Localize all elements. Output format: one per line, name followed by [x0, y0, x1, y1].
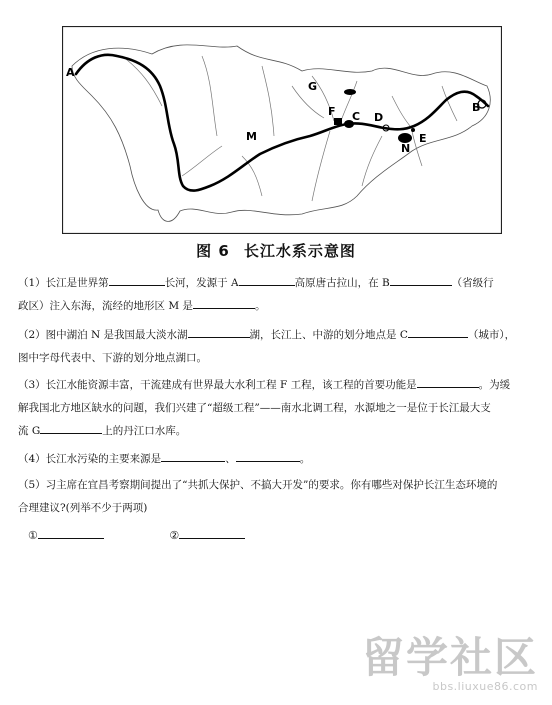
q2-blank-city[interactable] [408, 325, 468, 338]
answer-2-marker: ② [169, 529, 180, 542]
question-1 [18, 272, 538, 318]
q1-text-2: 长河，发源于 A [164, 277, 239, 289]
q1-text-5: 政区）注入东海，流经的地形区 M 是 [18, 300, 193, 312]
answer-1-marker: ① [28, 529, 38, 542]
label-e: E [419, 132, 427, 145]
q1-text-4: （省级行 [451, 277, 494, 289]
figure-caption [0, 240, 552, 261]
marker-e [411, 128, 415, 132]
q4-text-3: 。 [299, 453, 311, 465]
question-3 [18, 374, 538, 443]
q1-blank-rank[interactable] [109, 273, 165, 286]
map-svg [62, 26, 502, 234]
q2-blank-lake[interactable] [188, 325, 250, 338]
label-d: D [374, 111, 384, 124]
q1-text-3: 高原唐古拉山，在 B [294, 277, 390, 289]
q5-text-1: （5）习主席在宜昌考察期间提出了“共抓大保护、不搞大开发”的要求。你有哪些对保护长江生态环境的 [18, 479, 498, 491]
marker-f-dam [334, 118, 342, 125]
label-a: A [66, 66, 75, 79]
label-b: B [472, 101, 481, 114]
q3-text-4: 流 G [18, 425, 41, 437]
yangtze-river-map [62, 26, 502, 234]
q1-text-6: 。 [254, 300, 266, 312]
watermark [361, 633, 538, 693]
answer-2 [169, 526, 245, 542]
label-m: M [246, 130, 257, 143]
q3-text-1: （3）长江水能资源丰富，干流建成有世界最大水利工程 F 工程，该工程的首要功能是 [18, 379, 417, 391]
answer-1 [28, 526, 104, 542]
q4-blank-source-2[interactable] [236, 449, 300, 462]
label-g: G [308, 80, 318, 93]
q1-blank-province[interactable] [390, 273, 452, 286]
label-c: C [352, 110, 361, 123]
label-f: F [328, 105, 336, 118]
answer-row [28, 526, 307, 542]
q4-text-1: （4）长江水污染的主要来源是 [18, 453, 162, 465]
q3-text-2: 。为缓 [478, 379, 511, 391]
marker-g [344, 89, 356, 95]
q1-text-1: （1）长江是世界第 [18, 277, 109, 289]
q3-text-3: 解我国北方地区缺水的问题，我们兴建了“超级工程”——南水北调工程，水源地之一是位于长江最大支 [18, 402, 491, 414]
question-5 [18, 474, 538, 520]
figure-number: 图 6 [196, 242, 230, 260]
question-4 [18, 448, 538, 471]
map-frame [63, 27, 502, 234]
q4-text-2: 、 [225, 453, 236, 465]
watermark-url: bbs.liuxue86.com [432, 680, 538, 693]
q2-text-1: （2）图中湖泊 N 是我国最大淡水湖 [18, 329, 188, 341]
q2-text-3: （城市）， [467, 329, 516, 341]
q3-text-5: 上的丹江口水库。 [102, 425, 187, 437]
question-2 [18, 324, 538, 370]
q3-blank-tributary[interactable] [40, 421, 102, 434]
q2-text-4: 图中字母代表中、下游的划分地点湖口。 [18, 352, 207, 364]
q1-blank-plateau[interactable] [239, 273, 295, 286]
figure-title: 长江水系示意图 [243, 242, 356, 260]
q2-text-2: 湖，长江上、中游的划分地点是 C [249, 329, 408, 341]
q5-text-2: 合理建议?(列举不少于两项) [18, 502, 148, 514]
label-n: N [401, 142, 411, 155]
answer-1-blank[interactable] [38, 526, 104, 539]
answer-2-blank[interactable] [179, 526, 245, 539]
q4-blank-source-1[interactable] [161, 449, 225, 462]
q3-blank-function[interactable] [417, 375, 479, 388]
watermark-brand: 留学社区 [361, 633, 538, 682]
q1-blank-terrain[interactable] [193, 296, 255, 309]
